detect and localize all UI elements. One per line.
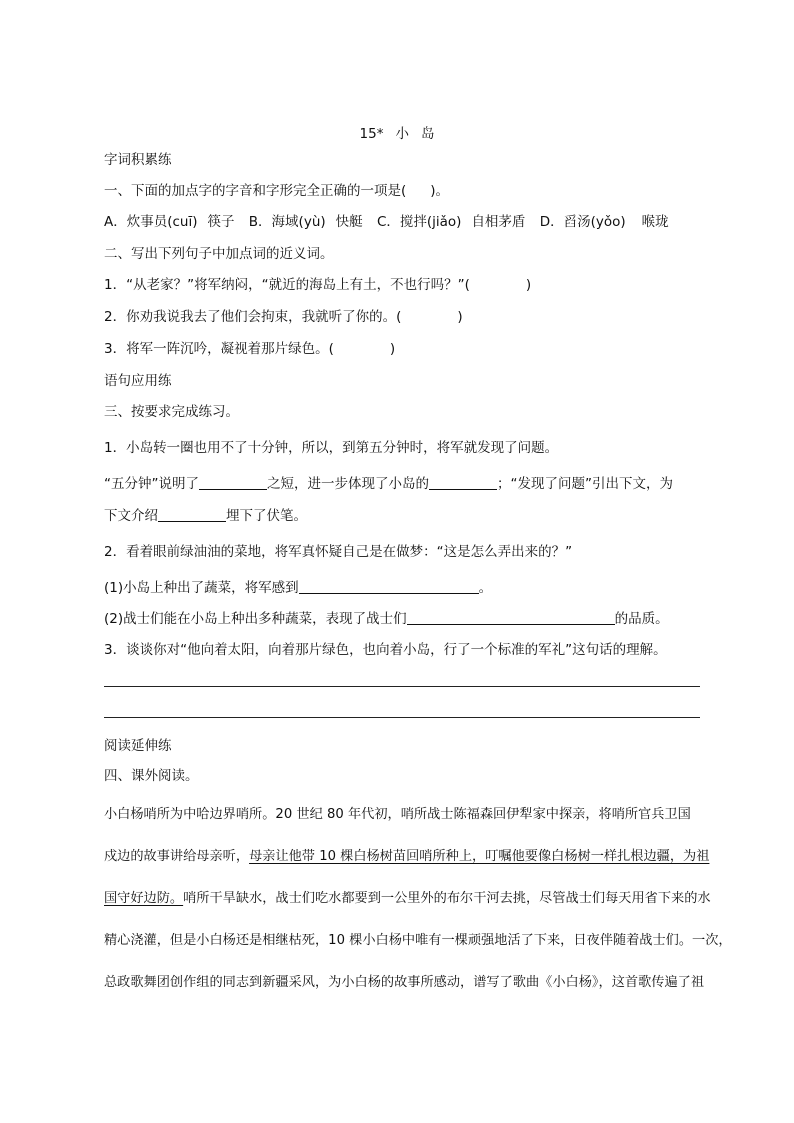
question-3-stem: 三、按要求完成练习。 [104, 404, 239, 420]
question-2-item-2: 2．你劝我说我去了他们会拘束，我就听了你的。( ) [104, 309, 463, 325]
answer-line-1[interactable] [104, 686, 700, 687]
fill-blank-5[interactable] [407, 611, 615, 625]
reading-paragraph-line-3: 国守好边防。哨所干旱缺水，战士们吃水都要到一公里外的布尔干河去挑，尽管战士们每天用省下来的水 [104, 891, 711, 906]
option-a-word: 筷子 [207, 214, 235, 230]
section-heading-sentences: 语句应用练 [104, 373, 172, 389]
question-4-stem: 四、课外阅读。 [104, 768, 199, 784]
option-a-label: A．炊事员(cuī) [104, 214, 198, 230]
option-b-label: B．海域(yù) [248, 214, 326, 230]
answer-line-2[interactable] [104, 717, 700, 718]
question-3-sentence-1: 1．小岛转一圈也用不了十分钟，所以，到第五分钟时，将军就发现了问题。 [104, 440, 559, 456]
option-d-label: D．舀汤(yǒo) [539, 214, 626, 230]
question-2-stem: 二、写出下列句子中加点词的近义词。 [104, 246, 334, 262]
fill-blank-2[interactable] [429, 476, 497, 490]
question-3-sub-1: (1)小岛上种出了蔬菜，将军感到 。 [104, 580, 493, 596]
question-3-sub-2: (2)战士们能在小岛上种出多种蔬菜，表现了战士们 的品质。 [104, 611, 669, 627]
section-heading-vocabulary: 字词积累练 [104, 152, 172, 168]
question-3-sentence-3: 3．谈谈你对“他向着太阳，向着那片绿色，也向着小岛，行了一个标准的军礼”这句话的理解。 [104, 642, 667, 658]
reading-paragraph-line-5: 总政歌舞团创作组的同志到新疆采风，为小白杨的故事所感动，谱写了歌曲《小白杨》，这首歌传遍了祖 [104, 975, 705, 990]
question-3-fill-line-2: 下文介绍 埋下了伏笔。 [104, 508, 307, 524]
question-3-fill-line-1: “五分钟”说明了 之短，进一步体现了小岛的 ；“发现了问题”引出下文，为 [104, 476, 673, 492]
question-2-item-1: 1．“从老家？”将军纳闷，“就近的海岛上有土，不也行吗？”( ) [104, 277, 532, 293]
option-b-word: 快艇 [335, 214, 363, 230]
option-d-word: 喉珑 [641, 214, 669, 230]
question-1-stem: 一、下面的加点字的字音和字形完全正确的一项是( )。 [104, 183, 450, 199]
title-char-1: 小 [395, 126, 409, 142]
question-1-options [104, 213, 669, 231]
fill-blank-3[interactable] [158, 508, 226, 522]
fill-blank-1[interactable] [199, 476, 267, 490]
fill-blank-4[interactable] [299, 580, 479, 594]
title-char-2: 岛 [420, 126, 435, 142]
reading-paragraph-line-1: 小白杨哨所为中哈边界哨所。20 世纪 80 年代初，哨所战士陈福森回伊犁家中探亲，将哨所官兵卫国 [104, 807, 691, 822]
reading-paragraph-line-2: 戍边的故事讲给母亲听，母亲让他带 10 棵白杨树苗回哨所种上，叮嘱他要像白杨树一样扎根边疆，为祖 [104, 849, 710, 864]
option-c-word: 自相茅盾 [471, 214, 526, 230]
reading-paragraph-line-4: 精心浇灌，但是小白杨还是相继枯死，10 棵小白杨中唯有一棵顽强地活了下来，日夜伴随着战士们。一次， [104, 933, 732, 948]
question-3-sentence-2: 2．看着眼前绿油油的菜地，将军真怀疑自己是在做梦：“这是怎么弄出来的？” [104, 544, 573, 560]
page-title [0, 122, 794, 142]
option-c-label: C．搅拌(jiǎo) [376, 214, 462, 230]
question-2-item-3: 3．将军一阵沉吟，凝视着那片绿色。( ) [104, 341, 396, 357]
lesson-number: 15* [359, 126, 384, 142]
section-heading-reading: 阅读延伸练 [104, 738, 172, 754]
